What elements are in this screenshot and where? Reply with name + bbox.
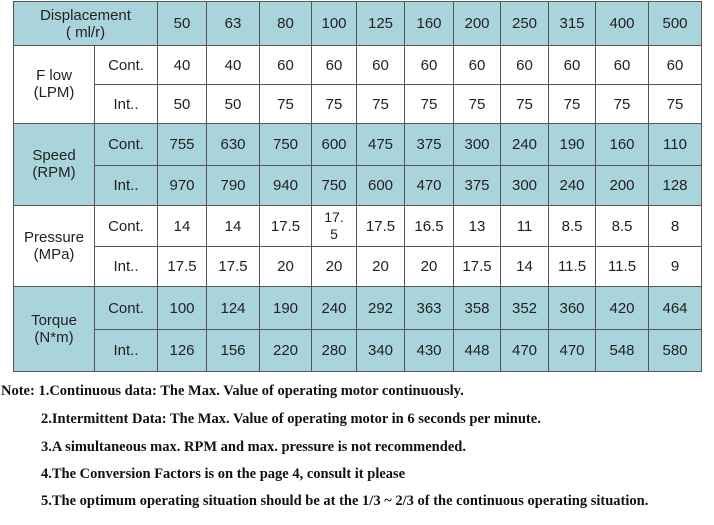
speed-int-cell: 970 (158, 165, 207, 205)
note-1: Note: 1.Continuous data: The Max. Value of operating motor continuously. (1, 383, 464, 399)
pressure-int-cell: 9 (649, 247, 702, 287)
flow-cont-cell: 60 (405, 46, 454, 85)
displacement-cell: 400 (596, 2, 649, 46)
speed-int-cell: 790 (207, 165, 260, 205)
pressure-cont-cell: 17. 5 (312, 206, 357, 247)
displacement-unit: ( ml/r) (65, 23, 106, 41)
pressure-int-cell: 20 (260, 247, 312, 287)
flow-cont-cell: 60 (260, 46, 312, 85)
flow-int-cell: 75 (596, 85, 649, 123)
flow-cont-cell: 40 (158, 46, 207, 85)
cont-label: Cont. (95, 206, 158, 247)
displacement-cell: 50 (158, 2, 207, 46)
speed-cont-cell: 375 (405, 123, 454, 165)
speed-cont-row (14, 123, 702, 165)
note-3: 3.A simultaneous max. RPM and max. pressure is not recommended. (41, 439, 466, 455)
torque-cont-cell: 420 (596, 287, 649, 329)
speed-cont-cell: 750 (260, 123, 312, 165)
flow-int-row (14, 85, 702, 123)
note-4: 4.The Conversion Factors is on the page 4, consult it please (41, 466, 406, 482)
flow-int-cell: 75 (357, 85, 405, 123)
int-label: Int.. (95, 85, 158, 123)
flow-cont-cell: 60 (649, 46, 702, 85)
flow-int-cell: 75 (501, 85, 549, 123)
flow-int-cell: 75 (549, 85, 596, 123)
speed-int-cell: 200 (596, 165, 649, 205)
cont-label: Cont. (95, 123, 158, 165)
cont-label: Cont. (95, 287, 158, 329)
pressure-cont-cell: 16.5 (405, 206, 454, 247)
pressure-int-cell: 17.5 (207, 247, 260, 287)
torque-int-cell: 580 (649, 329, 702, 371)
torque-int-cell: 156 (207, 329, 260, 371)
displacement-cell: 250 (501, 2, 549, 46)
displacement-cell: 63 (207, 2, 260, 46)
flow-int-cell: 75 (405, 85, 454, 123)
speed-int-cell: 375 (454, 165, 501, 205)
flow-cont-cell: 40 (207, 46, 260, 85)
speed-cont-cell: 755 (158, 123, 207, 165)
speed-cont-cell: 240 (501, 123, 549, 165)
speed-header (14, 123, 95, 205)
flow-int-cell: 75 (454, 85, 501, 123)
displacement-row (14, 2, 702, 46)
torque-int-cell: 126 (158, 329, 207, 371)
note-2: 2.Intermittent Data: The Max. Value of operating motor in 6 seconds per minute. (41, 411, 541, 427)
displacement-cell: 80 (260, 2, 312, 46)
torque-cont-cell: 190 (260, 287, 312, 329)
torque-cont-cell: 363 (405, 287, 454, 329)
int-label: Int.. (95, 165, 158, 205)
pressure-int-cell: 17.5 (454, 247, 501, 287)
speed-cont-cell: 190 (549, 123, 596, 165)
pressure-cont-cell: 8.5 (549, 206, 596, 247)
note-5: 5.The optimum operating situation should be at the 1/3 ~ 2/3 of the continuous operating situation. (41, 493, 649, 509)
flow-int-cell: 75 (649, 85, 702, 123)
displacement-cell: 160 (405, 2, 454, 46)
pressure-cont-cell: 8 (649, 206, 702, 247)
pressure-int-row (14, 247, 702, 287)
torque-int-cell: 430 (405, 329, 454, 371)
torque-cont-row (14, 287, 702, 329)
speed-int-cell: 470 (405, 165, 454, 205)
speed-label: Speed (32, 147, 76, 165)
pressure-int-cell: 11.5 (596, 247, 649, 287)
int-label: Int.. (95, 329, 158, 371)
speed-unit: (RPM) (32, 164, 76, 182)
displacement-label: Displacement (40, 6, 131, 24)
torque-header (14, 287, 95, 372)
flow-unit: (LPM) (33, 84, 75, 102)
motor-spec-table (13, 1, 702, 372)
torque-cont-cell: 124 (207, 287, 260, 329)
pressure-int-cell: 14 (501, 247, 549, 287)
displacement-cell: 315 (549, 2, 596, 46)
speed-int-cell: 750 (312, 165, 357, 205)
speed-int-cell: 940 (260, 165, 312, 205)
torque-unit: (N*m) (34, 329, 74, 347)
pressure-cont-cell: 13 (454, 206, 501, 247)
speed-int-cell: 300 (501, 165, 549, 205)
speed-int-cell: 240 (549, 165, 596, 205)
flow-label: F low (36, 67, 72, 85)
torque-int-cell: 448 (454, 329, 501, 371)
pressure-header (14, 206, 95, 287)
torque-int-cell: 470 (501, 329, 549, 371)
pressure-cont-cell: 11 (501, 206, 549, 247)
torque-cont-cell: 360 (549, 287, 596, 329)
speed-cont-cell: 630 (207, 123, 260, 165)
flow-cont-row (14, 46, 702, 85)
cont-label: Cont. (95, 46, 158, 85)
torque-label: Torque (31, 312, 77, 330)
speed-cont-cell: 110 (649, 123, 702, 165)
pressure-unit: (MPa) (33, 246, 75, 264)
speed-cont-cell: 475 (357, 123, 405, 165)
pressure-cont-cell: 17.5 (357, 206, 405, 247)
torque-int-cell: 340 (357, 329, 405, 371)
pressure-cont-cell: 14 (207, 206, 260, 247)
torque-cont-cell: 292 (357, 287, 405, 329)
pressure-label: Pressure (23, 229, 85, 247)
int-label: Int.. (95, 247, 158, 287)
torque-cont-cell: 358 (454, 287, 501, 329)
pressure-int-cell: 20 (312, 247, 357, 287)
speed-cont-cell: 600 (312, 123, 357, 165)
torque-int-cell: 280 (312, 329, 357, 371)
pressure-cont-cell: 14 (158, 206, 207, 247)
flow-int-cell: 75 (260, 85, 312, 123)
torque-int-cell: 470 (549, 329, 596, 371)
pressure-int-cell: 11.5 (549, 247, 596, 287)
displacement-cell: 125 (357, 2, 405, 46)
flow-cont-cell: 60 (312, 46, 357, 85)
torque-cont-cell: 100 (158, 287, 207, 329)
speed-int-row (14, 165, 702, 205)
flow-int-cell: 50 (207, 85, 260, 123)
flow-cont-cell: 60 (501, 46, 549, 85)
pressure-int-cell: 20 (405, 247, 454, 287)
displacement-cell: 100 (312, 2, 357, 46)
displacement-cell: 500 (649, 2, 702, 46)
pressure-cont-cell: 8.5 (596, 206, 649, 247)
displacement-cell: 200 (454, 2, 501, 46)
pressure-cont-cell: 17.5 (260, 206, 312, 247)
flow-int-cell: 50 (158, 85, 207, 123)
flow-cont-cell: 60 (596, 46, 649, 85)
flow-int-cell: 75 (312, 85, 357, 123)
pressure-int-cell: 20 (357, 247, 405, 287)
flow-header (14, 46, 95, 123)
torque-int-cell: 548 (596, 329, 649, 371)
torque-int-cell: 220 (260, 329, 312, 371)
speed-int-cell: 600 (357, 165, 405, 205)
pressure-cont-row (14, 206, 702, 247)
speed-cont-cell: 160 (596, 123, 649, 165)
flow-cont-cell: 60 (549, 46, 596, 85)
speed-cont-cell: 300 (454, 123, 501, 165)
flow-cont-cell: 60 (357, 46, 405, 85)
flow-cont-cell: 60 (454, 46, 501, 85)
displacement-header (14, 2, 158, 46)
torque-cont-cell: 464 (649, 287, 702, 329)
torque-int-row (14, 329, 702, 371)
speed-int-cell: 128 (649, 165, 702, 205)
torque-cont-cell: 352 (501, 287, 549, 329)
torque-cont-cell: 240 (312, 287, 357, 329)
pressure-int-cell: 17.5 (158, 247, 207, 287)
